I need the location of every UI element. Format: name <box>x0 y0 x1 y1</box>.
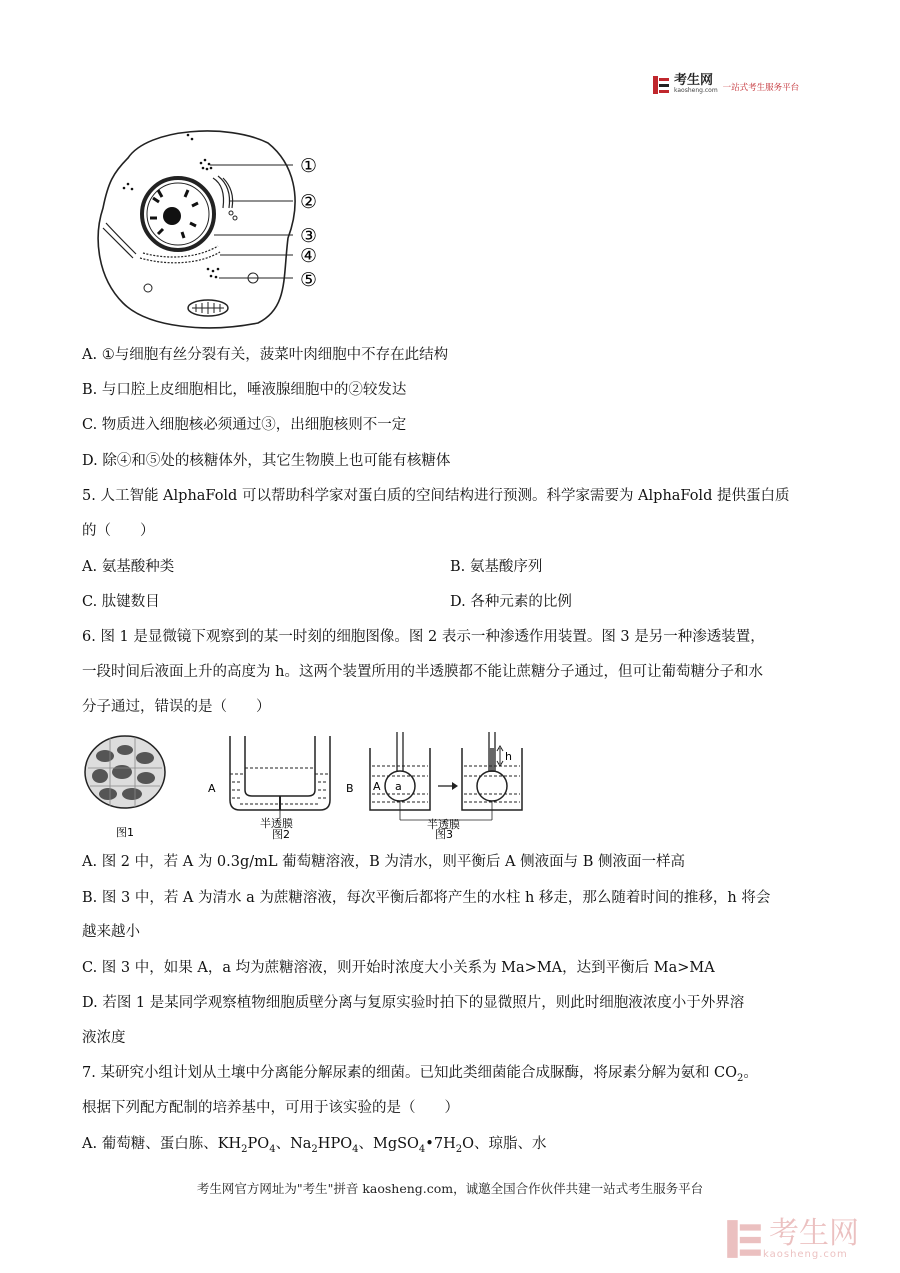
page-footer: 考生网官方网址为"考生"拼音 kaosheng.com，诚邀全国合作伙伴共建一站式考生服务平台 <box>196 1181 704 1196</box>
fig2-caption: 图2 <box>272 828 290 841</box>
q6-option-a: A. 图 2 中，若 A 为 0.3g/mL 葡萄糖溶液，B 为清水，则平衡后 A 侧液面与 B 侧液面一样高 <box>82 854 685 870</box>
q7-stem-line1: 7. 某研究小组计划从土壤中分离能分解尿素的细菌。已知此类细菌能合成脲酶，将尿素分解为氨和 $CO_2$。 <box>82 1065 758 1084</box>
q5-option-d: D. 各种元素的比例 <box>450 594 572 610</box>
fig1-caption: 图1 <box>116 826 134 839</box>
q6-option-c: C. 图 3 中，如果 A，a 均为蔗糖溶液，则开始时浓度大小关系为 Ma>MA，达到平衡后 Ma>MA <box>82 960 715 976</box>
q6-option-d-line1: D. 若图 1 是某同学观察植物细胞质壁分离与复原实验时拍下的显微照片，则此时细胞液浓度小于外界溶 <box>82 995 745 1011</box>
q6-option-b-line1: B. 图 3 中，若 A 为清水 a 为蔗糖溶液，每次平衡后都将产生的水柱 h 移走，那么随着时间的推移，h 将会 <box>82 890 771 906</box>
q5-option-b: B. 氨基酸序列 <box>450 559 543 575</box>
fig3-membrane-label: 半透膜 <box>427 818 460 831</box>
osmosis-figure <box>80 728 550 843</box>
q5-stem-line2: 的（ ） <box>82 523 155 539</box>
q4-option-b: B. 与口腔上皮细胞相比，唾液腺细胞中的②较发达 <box>82 382 407 398</box>
q5-option-c: C. 肽键数目 <box>82 594 160 610</box>
q4-option-c: C. 物质进入细胞核必须通过③，出细胞核则不一定 <box>82 417 407 433</box>
watermark-url: kaosheng.com <box>763 1248 848 1260</box>
fig3-before <box>370 732 430 820</box>
fig2-label-B: B <box>346 782 354 795</box>
fig2-membrane-label: 半透膜 <box>260 817 293 830</box>
q6-stem-line2: 一段时间后液面上升的高度为 h。这两个装置所用的半透膜都不能让蔗糖分子通过，但可让葡萄糖分子和水 <box>82 664 763 680</box>
cell-label-5: ⑤ <box>300 269 318 291</box>
q7-stem-line2: 根据下列配方配制的培养基中，可用于该实验的是（ ） <box>82 1100 459 1116</box>
q5-option-a: A. 氨基酸种类 <box>82 559 175 575</box>
q5-stem-line1: 5. 人工智能 AlphaFold 可以帮助科学家对蛋白质的空间结构进行预测。科学家需要为 AlphaFold 提供蛋白质 <box>82 488 790 504</box>
animal-cell-diagram <box>88 118 328 336</box>
cell-label-4: ④ <box>300 245 318 267</box>
kaosheng-watermark <box>725 1215 859 1260</box>
fig3-caption: 图3 <box>435 828 453 841</box>
kaosheng-logo-icon <box>652 75 670 95</box>
q6-option-b-line2: 越来越小 <box>82 924 140 940</box>
cell-label-1: ① <box>300 155 318 177</box>
fig3-label-a: a <box>395 780 402 793</box>
watermark-logo-icon <box>725 1218 763 1260</box>
watermark-text: 考生网 <box>769 1215 859 1251</box>
fig3-label-A: A <box>373 780 381 793</box>
q7-option-a: A. 葡萄糖、蛋白胨、$KH_2PO_4$、$Na_2HPO_4$、$MgSO_4•7H_2O$、琼脂、水 <box>82 1136 547 1155</box>
q6-stem-line1: 6. 图 1 是显微镜下观察到的某一时刻的细胞图像。图 2 表示一种渗透作用装置。图 3 是另一种渗透装置， <box>82 629 765 645</box>
header-logo <box>652 74 799 95</box>
fig1-micrograph <box>85 736 165 808</box>
cell-label-2: ② <box>300 191 318 213</box>
logo-url: kaosheng.com <box>674 87 718 94</box>
logo-brand: 考生网 <box>674 73 714 88</box>
q4-option-d: D. 除④和⑤处的核糖体外，其它生物膜上也可能有核糖体 <box>82 453 451 469</box>
fig2-u-tube <box>230 736 330 818</box>
fig3-label-h: h <box>505 750 512 763</box>
q4-option-a: A. ①与细胞有丝分裂有关，菠菜叶肉细胞中不存在此结构 <box>82 347 449 363</box>
q6-option-d-line2: 液浓度 <box>82 1030 126 1046</box>
q6-stem-line3: 分子通过，错误的是（ ） <box>82 699 271 715</box>
logo-tagline: 一站式考生服务平台 <box>722 82 800 93</box>
fig2-label-A: A <box>208 782 216 795</box>
fig3-arrow <box>438 782 458 790</box>
cell-label-3: ③ <box>300 225 318 247</box>
